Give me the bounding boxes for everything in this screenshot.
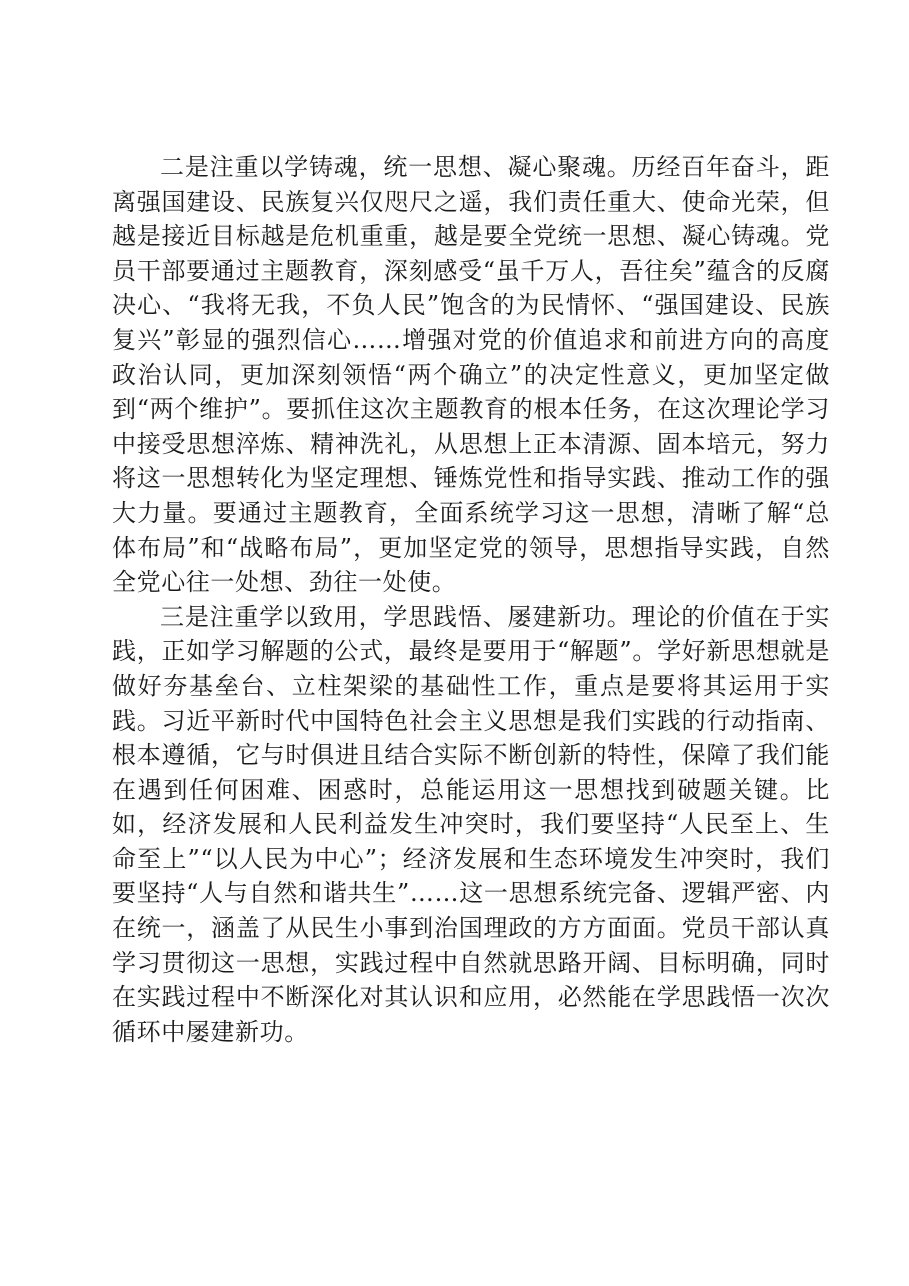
paragraph-3: 三是注重学以致用，学思践悟、屡建新功。理论的价值在于实践，正如学习解题的公式，最终是要用于“解题”。学好新思想就是做好夯基垒台、立柱架梁的基础性工作，重点是要将其运用于实践。习近平新时代中国特色社会主义思想是我们实践的行动指南、根本遵循，它与时俱进且结合实际不断创新的特性，保障了我们能在遇到任何困难、困惑时，总能运用这一思想找到破题关键。比如，经济发展和人民利益发生冲突时，我们要坚持“人民至上、生命至上”“以人民为中心”；经济发展和生态环境发生冲突时，我们要坚持“人与自然和谐共生”……这一思想系统完备、逻辑严密、内在统一，涵盖了从民生小事到治国理政的方方面面。党员干部认真学习贯彻这一思想，实践过程中自然就思路开阔、目标明确，同时在实践过程中不断深化对其认识和应用，必然能在学思践悟一次次循环中屡建新功。 <box>112 602 830 1046</box>
paragraph-2: 二是注重以学铸魂，统一思想、凝心聚魂。历经百年奋斗，距离强国建设、民族复兴仅咫尺之遥，我们责任重大、使命光荣，但越是接近目标越是危机重重，越是要全党统一思想、凝心铸魂。党员干部要通过主题教育，深刻感受“虽千万人，吾往矣”蕴含的反腐决心、“我将无我，不负人民”饱含的为民情怀、“强国建设、民族复兴”彰显的强烈信心……增强对党的价值追求和前进方向的高度政治认同，更加深刻领悟“两个确立”的决定性意义，更加坚定做到“两个维护”。要抓住这次主题教育的根本任务，在这次理论学习中接受思想淬炼、精神洗礼，从思想上正本清源、固本培元，努力将这一思想转化为坚定理想、锤炼党性和指导实践、推动工作的强大力量。要通过主题教育，全面系统学习这一思想，清晰了解“总体布局”和“战略布局”，更加坚定党的领导，思想指导实践，自然全党心往一处想、劲往一处使。 <box>112 153 830 597</box>
document-body <box>112 150 830 1049</box>
